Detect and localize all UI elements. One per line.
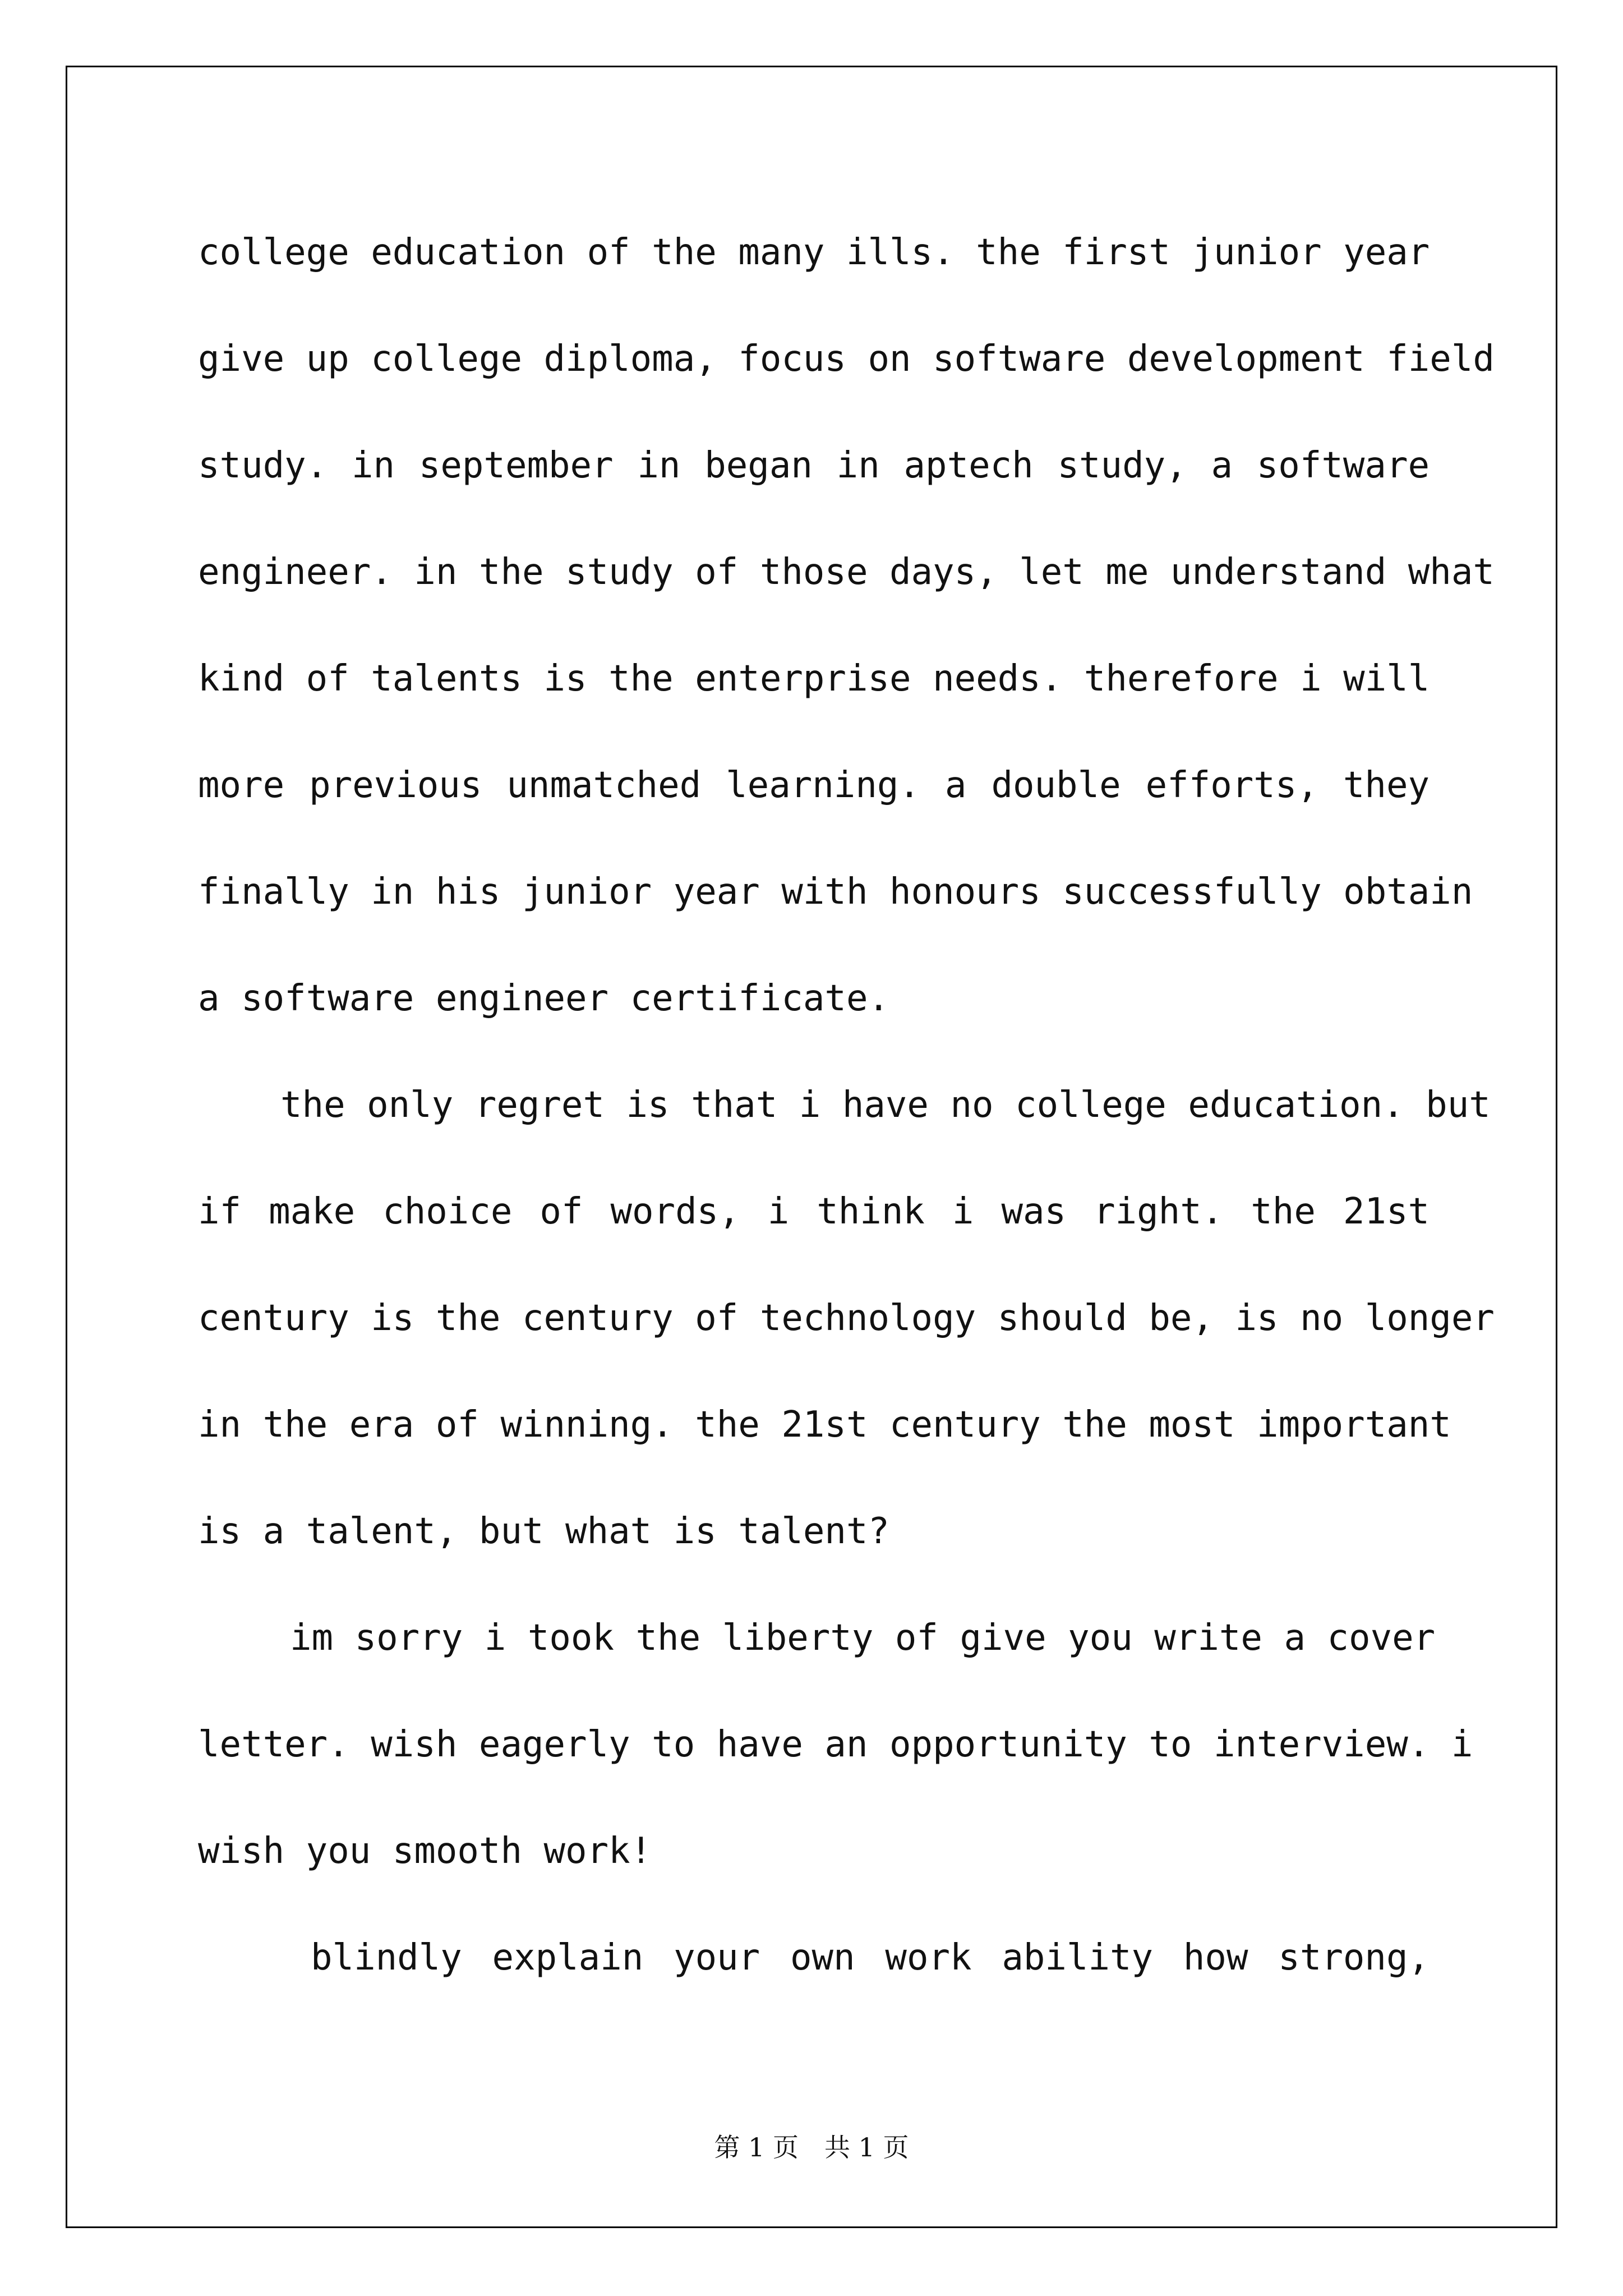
text-line: kind of talents is the enterprise needs. therefore i will	[198, 658, 1430, 700]
text-line: if make choice of words, i think i was right. the 21st	[198, 1191, 1430, 1232]
page-number-footer: 第 1 页 共 1 页	[714, 2132, 909, 2162]
text-line: finally in his junior year with honours successfully obtain	[198, 871, 1473, 913]
text-line: in the era of winning. the 21st century the most important	[198, 1404, 1451, 1446]
text-line: century is the century of technology should be, is no longer	[198, 1297, 1495, 1339]
text-line: wish you smooth work!	[198, 1830, 652, 1872]
text-line: blindly explain your own work ability how strong,	[311, 1937, 1430, 1978]
text-line: study. in september in began in aptech study, a software	[198, 445, 1430, 486]
text-line: im sorry i took the liberty of give you write a cover	[290, 1617, 1436, 1659]
page-border	[66, 66, 1557, 2228]
text-line: a software engineer certificate.	[198, 978, 889, 1019]
text-line: engineer. in the study of those days, let me understand what	[198, 551, 1495, 593]
text-line: is a talent, but what is talent?	[198, 1511, 889, 1552]
text-line: more previous unmatched learning. a double efforts, they	[198, 765, 1430, 806]
text-line: give up college diploma, focus on software development field	[198, 338, 1495, 380]
text-line: letter. wish eagerly to have an opportunity to interview. i	[198, 1724, 1473, 1765]
text-line: college education of the many ills. the first junior year	[198, 232, 1430, 273]
text-line: the only regret is that i have no college education. but	[280, 1084, 1491, 1126]
